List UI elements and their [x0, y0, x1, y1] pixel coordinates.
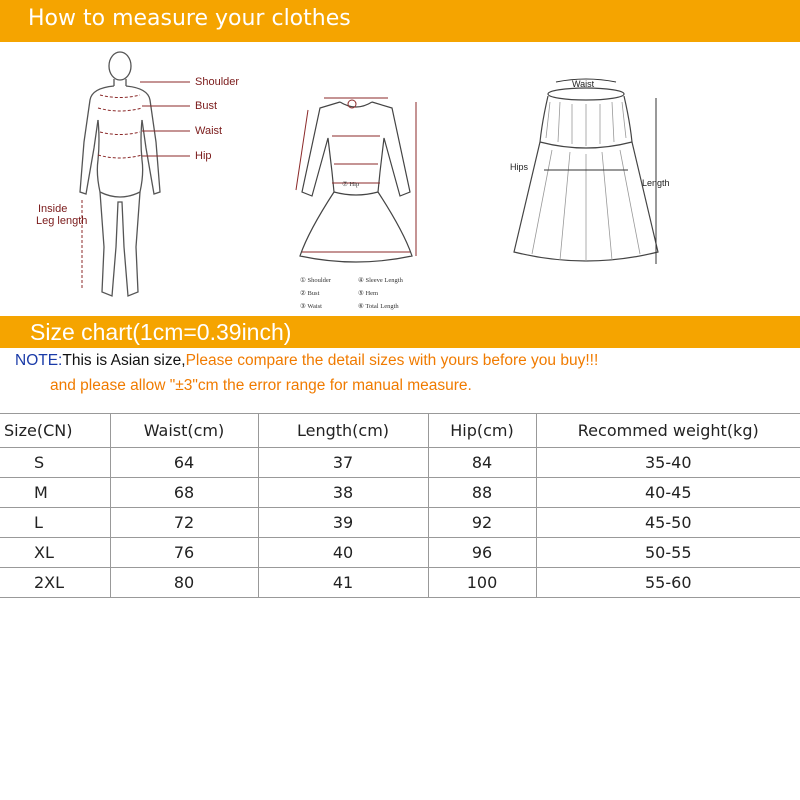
- cell-length: 38: [258, 478, 428, 508]
- header-size: Size(CN): [0, 414, 110, 448]
- size-note-line2: and please allow "±3"cm the error range for manual measure.: [50, 377, 472, 394]
- dress-label-shoulder: ① Shoulder: [300, 277, 331, 284]
- cell-weight: 55-60: [536, 568, 800, 598]
- cell-hip: 100: [428, 568, 536, 598]
- header-title: How to measure your clothes: [28, 6, 351, 31]
- table-row: [0, 538, 800, 568]
- header-hip: Hip(cm): [428, 414, 536, 448]
- note-prefix: NOTE:: [15, 352, 63, 369]
- dress-label-total: ⑥ Total Length: [358, 303, 399, 310]
- measurement-diagrams: [0, 42, 800, 314]
- table-row: [0, 478, 800, 508]
- size-table: [0, 413, 800, 598]
- skirt-label-waist: Waist: [572, 79, 595, 89]
- cell-hip: 84: [428, 448, 536, 478]
- body-measure-diagram: [0, 42, 260, 314]
- table-row: [0, 508, 800, 538]
- dress-label-bust: ② Bust: [300, 290, 320, 297]
- cell-waist: 68: [110, 478, 258, 508]
- dress-label-hip-mark: ⑦ Hip: [342, 181, 360, 188]
- body-label-leg-length: Leg length: [36, 215, 88, 227]
- cell-length: 37: [258, 448, 428, 478]
- table-header-row: [0, 414, 800, 448]
- table-row: [0, 568, 800, 598]
- dress-label-sleeve: ④ Sleeve Length: [358, 277, 403, 284]
- body-label-shoulder: Shoulder: [195, 76, 240, 88]
- header-waist: Waist(cm): [110, 414, 258, 448]
- size-note-line1: [15, 351, 598, 371]
- body-label-inside: Inside: [38, 203, 68, 215]
- note-asian-size: This is Asian size,: [62, 352, 186, 369]
- cell-length: 39: [258, 508, 428, 538]
- cell-weight: 45-50: [536, 508, 800, 538]
- header-banner: [0, 0, 800, 42]
- body-label-waist: Waist: [195, 125, 223, 137]
- size-chart-title: Size chart(1cm=0.39inch): [30, 319, 292, 345]
- cell-length: 41: [258, 568, 428, 598]
- cell-waist: 64: [110, 448, 258, 478]
- cell-length: 40: [258, 538, 428, 568]
- dress-label-hem: ⑤ Hem: [358, 290, 379, 297]
- cell-hip: 88: [428, 478, 536, 508]
- cell-hip: 92: [428, 508, 536, 538]
- cell-weight: 40-45: [536, 478, 800, 508]
- skirt-label-length: Length: [642, 178, 670, 188]
- skirt-label-hips: Hips: [510, 162, 529, 172]
- header-weight: Recommed weight(kg): [536, 414, 800, 448]
- cell-size: L: [0, 508, 110, 538]
- cell-size: 2XL: [0, 568, 110, 598]
- body-label-hip: Hip: [195, 150, 212, 162]
- cell-weight: 35-40: [536, 448, 800, 478]
- cell-hip: 96: [428, 538, 536, 568]
- table-row: [0, 448, 800, 478]
- header-length: Length(cm): [258, 414, 428, 448]
- cell-size: M: [0, 478, 110, 508]
- note-compare: Please compare the detail sizes with yours before you buy!!!: [185, 352, 599, 369]
- cell-waist: 72: [110, 508, 258, 538]
- cell-waist: 76: [110, 538, 258, 568]
- size-chart-banner: [0, 316, 800, 348]
- cell-waist: 80: [110, 568, 258, 598]
- cell-weight: 50-55: [536, 538, 800, 568]
- skirt-measure-diagram: [500, 42, 700, 314]
- body-label-bust: Bust: [195, 100, 218, 112]
- cell-size: S: [0, 448, 110, 478]
- dress-measure-diagram: [280, 42, 440, 314]
- dress-label-waist: ③ Waist: [300, 303, 322, 310]
- cell-size: XL: [0, 538, 110, 568]
